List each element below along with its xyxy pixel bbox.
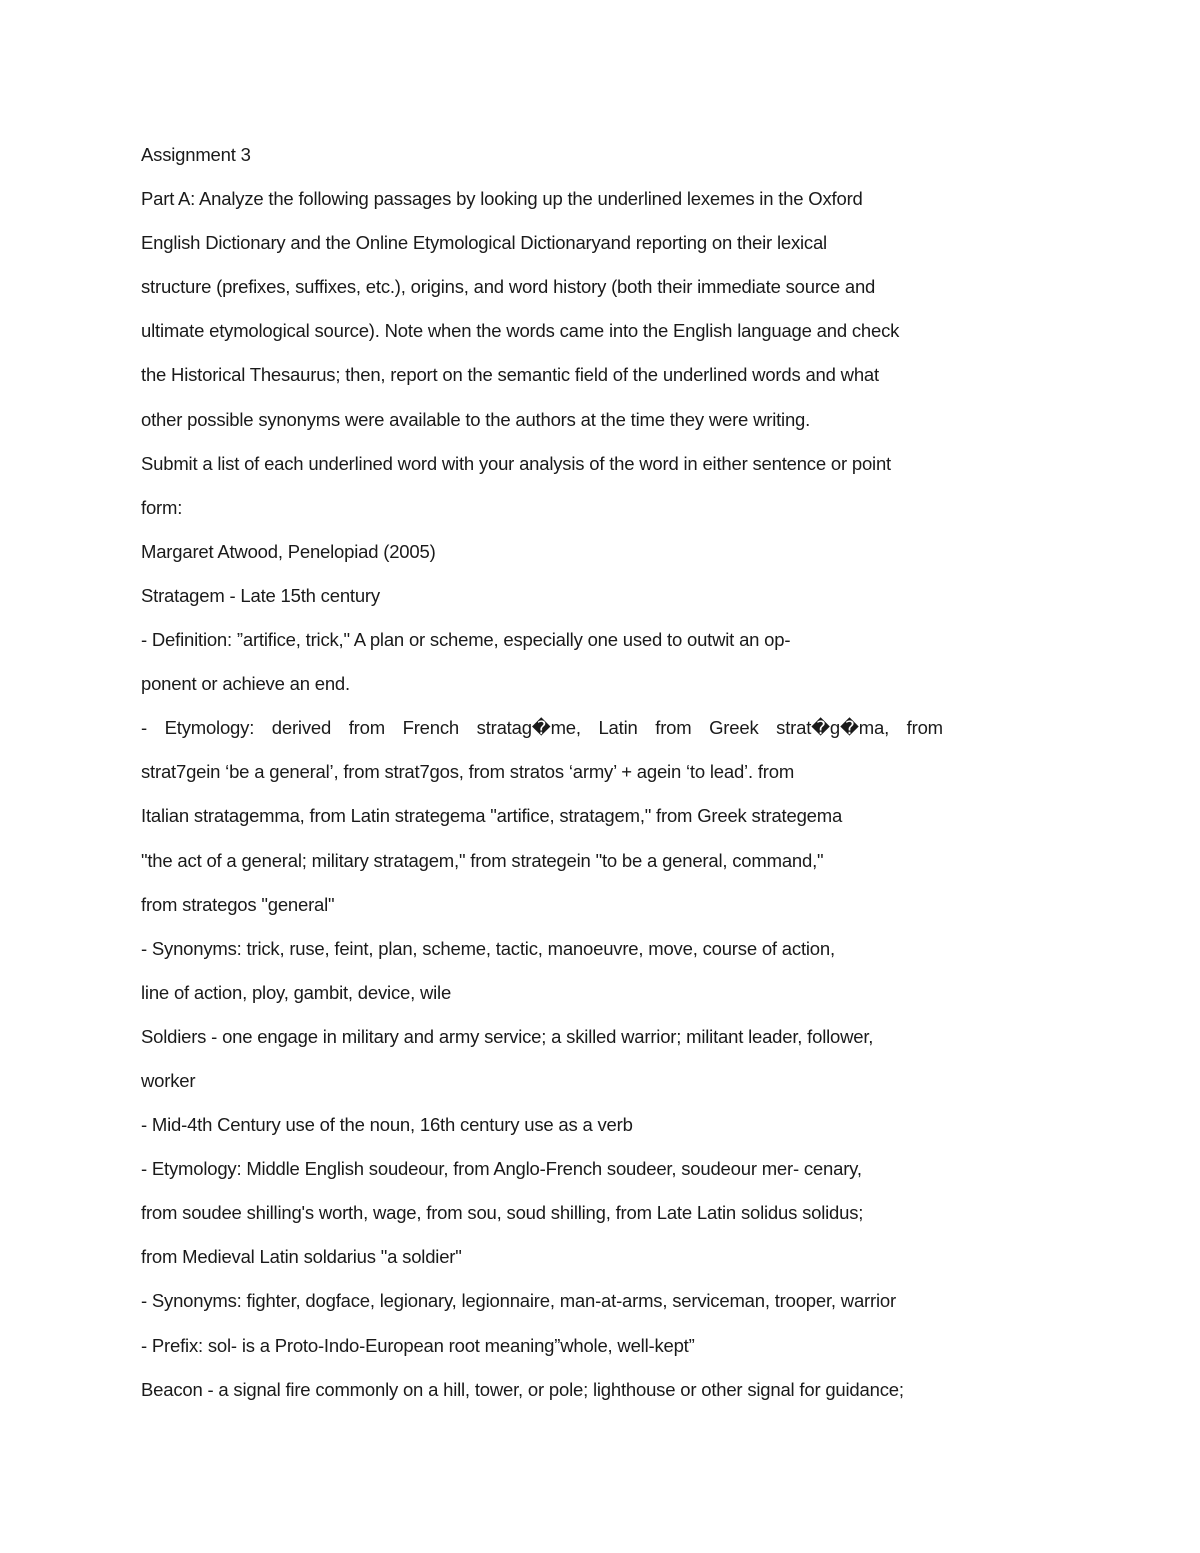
stratagem-etymology [141, 713, 943, 757]
soldiers-etymology: - Etymology: Middle English soudeour, from Anglo-French soudeer, soudeour mer- cenary, [141, 1158, 862, 1180]
etymology-word: derived [271, 717, 332, 739]
etymology-word: French [402, 717, 459, 739]
instruction-line: structure (prefixes, suffixes, etc.), origins, and word history (both their immediate source and [141, 276, 876, 298]
instruction-line: English Dictionary and the Online Etymological Dictionaryand reporting on their lexical [141, 232, 827, 254]
stratagem-synonyms: - Synonyms: trick, ruse, feint, plan, scheme, tactic, manoeuvre, move, course of action, [141, 937, 835, 959]
etymology-word: from [655, 717, 692, 739]
document-title: Assignment 3 [141, 144, 251, 165]
stratagem-heading: Stratagem - Late 15th century [141, 584, 380, 606]
soldiers-etymology: from soudee shilling's worth, wage, from sou, soud shilling, from Late Latin solidus solidus; [141, 1202, 864, 1224]
stratagem-etymology: Italian stratagemma, from Latin strategema "artifice, stratagem," from Greek strategema [141, 805, 843, 827]
beacon-heading: Beacon - a signal fire commonly on a hill, tower, or pole; lighthouse or other signal for guidance; [141, 1378, 904, 1400]
instruction-line: form: [141, 496, 183, 518]
stratagem-etymology: "the act of a general; military stratagem," from strategein "to be a general, command," [141, 849, 824, 871]
instruction-line: ultimate etymological source). Note when the words came into the English language and check [141, 320, 900, 342]
etymology-word: Etymology: [164, 717, 255, 739]
soldiers-prefix: - Prefix: sol- is a Proto-Indo-European root meaning”whole, well-kept” [141, 1334, 695, 1356]
stratagem-definition: ponent or achieve an end. [141, 673, 350, 695]
instruction-line: the Historical Thesaurus; then, report on the semantic field of the underlined words and what [141, 364, 879, 386]
stratagem-synonyms: line of action, ploy, gambit, device, wile [141, 981, 452, 1003]
instruction-line: other possible synonyms were available to the authors at the time they were writing. [141, 408, 811, 430]
stratagem-etymology: from strategos "general" [141, 893, 335, 915]
stratagem-etymology: strat7gein ‘be a general’, from strat7gos, from stratos ‘army’ + agein ‘to lead’. from [141, 761, 795, 783]
etymology-word: stratag�me, [476, 717, 581, 739]
soldiers-usage: - Mid-4th Century use of the noun, 16th century use as a verb [141, 1114, 633, 1136]
instruction-line: Submit a list of each underlined word with your analysis of the word in either sentence or point [141, 452, 891, 474]
soldiers-synonyms: - Synonyms: fighter, dogface, legionary, legionnaire, man-at-arms, serviceman, trooper, warrior [141, 1290, 896, 1312]
etymology-word: - [141, 717, 147, 739]
source-citation: Margaret Atwood, Penelopiad (2005) [141, 540, 436, 562]
etymology-word: strat�g�ma, [776, 717, 890, 739]
etymology-word: from [348, 717, 385, 739]
soldiers-heading: Soldiers - one engage in military and army service; a skilled warrior; militant leader, follower, [141, 1025, 874, 1047]
instruction-line: Part A: Analyze the following passages by looking up the underlined lexemes in the Oxford [141, 188, 863, 210]
soldiers-heading: worker [141, 1069, 196, 1091]
stratagem-definition: - Definition: ”artifice, trick," A plan or scheme, especially one used to outwit an op- [141, 629, 791, 651]
document-body [141, 140, 1001, 1419]
etymology-word: Greek [709, 717, 759, 739]
soldiers-etymology: from Medieval Latin soldarius "a soldier" [141, 1246, 462, 1268]
etymology-word: Latin [598, 717, 638, 739]
etymology-word: from [906, 717, 943, 739]
